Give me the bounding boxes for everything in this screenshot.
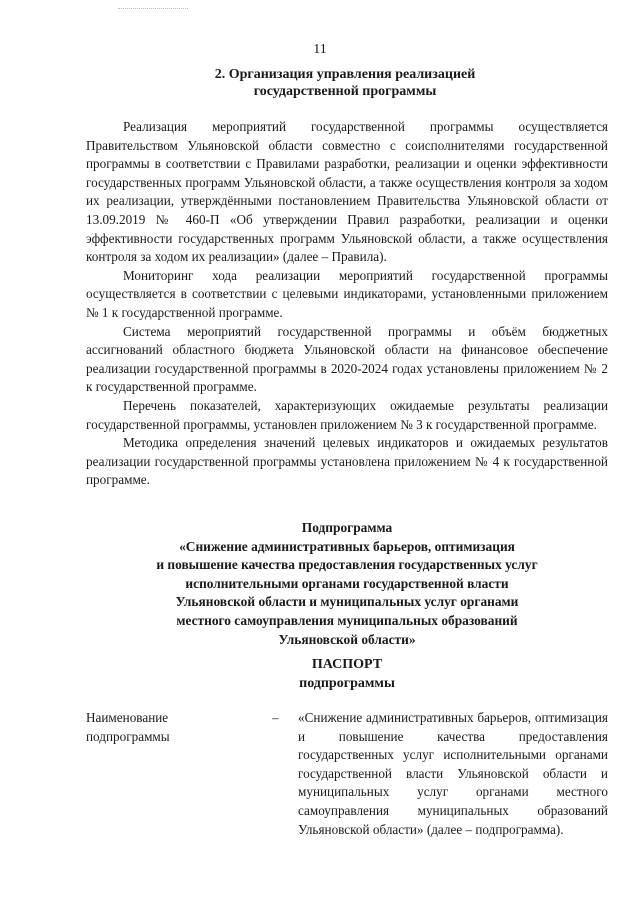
passport-row-label: Наименование подпрограммы [86,710,170,744]
passport-subtitle: подпрограммы [299,675,395,691]
subprogram-name-line: Ульяновской области и муниципальных услуг органами [175,594,519,610]
passport-row-value: «Снижение административных барьеров, оптимизация и повышение качества предоставления государственных услуг исполнительными органами государственной власти Ульяновской области и муниципальных услуг органами местного самоуправления муниципальных образований Ульяновской области» (далее – подпрограмма). [298,710,608,837]
body-text [86,118,608,490]
passport-title: ПАСПОРТ [311,657,383,672]
section-title-line: 2. Организация управления реализацией [214,67,476,82]
paragraph: Реализация мероприятий государственной программы осуществляется Правительством Ульяновской области совместно с соисполнителями государственной программы в соответствии с Правилами разработки, реализации и оценки эффективности государственных программ Ульяновской области, а также осуществления контроля за ходом их реализации, утверждёнными постановлением Правительства Ульяновской области от 13.09.2019 № 460-П «Об утверждении Правил разработки, реализации и оценки эффективности государственных программ Ульяновской области, а также осуществления контроля за ходом их реализации» (далее – Правила). [86,119,608,265]
paragraph: Перечень показателей, характеризующих ожидаемые результаты реализации государственной программы, установлен приложением № 3 к государственной программе. [86,397,608,432]
subprogram-name-line: местного самоуправления муниципальных образований [176,612,518,628]
page-number: 11 [313,42,327,57]
scan-artifact [118,8,188,10]
paragraph: Мониторинг хода реализации мероприятий государственной программы осуществляется в соответствии с целевыми индикаторами, установленными приложением № 1 к государственной программе. [86,267,608,320]
paragraph: Методика определения значений целевых индикаторов и ожидаемых результатов реализации государственной программы установлена приложением № 4 к государственной программе. [86,435,608,488]
subprogram-name-line: Ульяновской области» [278,631,416,647]
section-title [140,66,550,100]
passport-heading [86,656,608,693]
subprogram-name-line: и повышение качества предоставления государственных услуг [156,557,538,573]
passport-row-dash: – [272,710,279,725]
subprogram-label: Подпрограмма [301,520,393,535]
paragraph: Система мероприятий государственной программы и объём бюджетных ассигнований областного бюджета Ульяновской области на финансовое обеспечение реализации государственной программы в 2020-2024 годах установлены приложением № 2 к государственной программе. [86,323,608,395]
subprogram-name-line: исполнительными органами государственной власти [185,575,509,591]
subprogram-heading [86,519,608,649]
section-title-line: государственной программы [253,84,437,99]
subprogram-name-line: «Снижение административных барьеров, оптимизация [179,538,515,554]
